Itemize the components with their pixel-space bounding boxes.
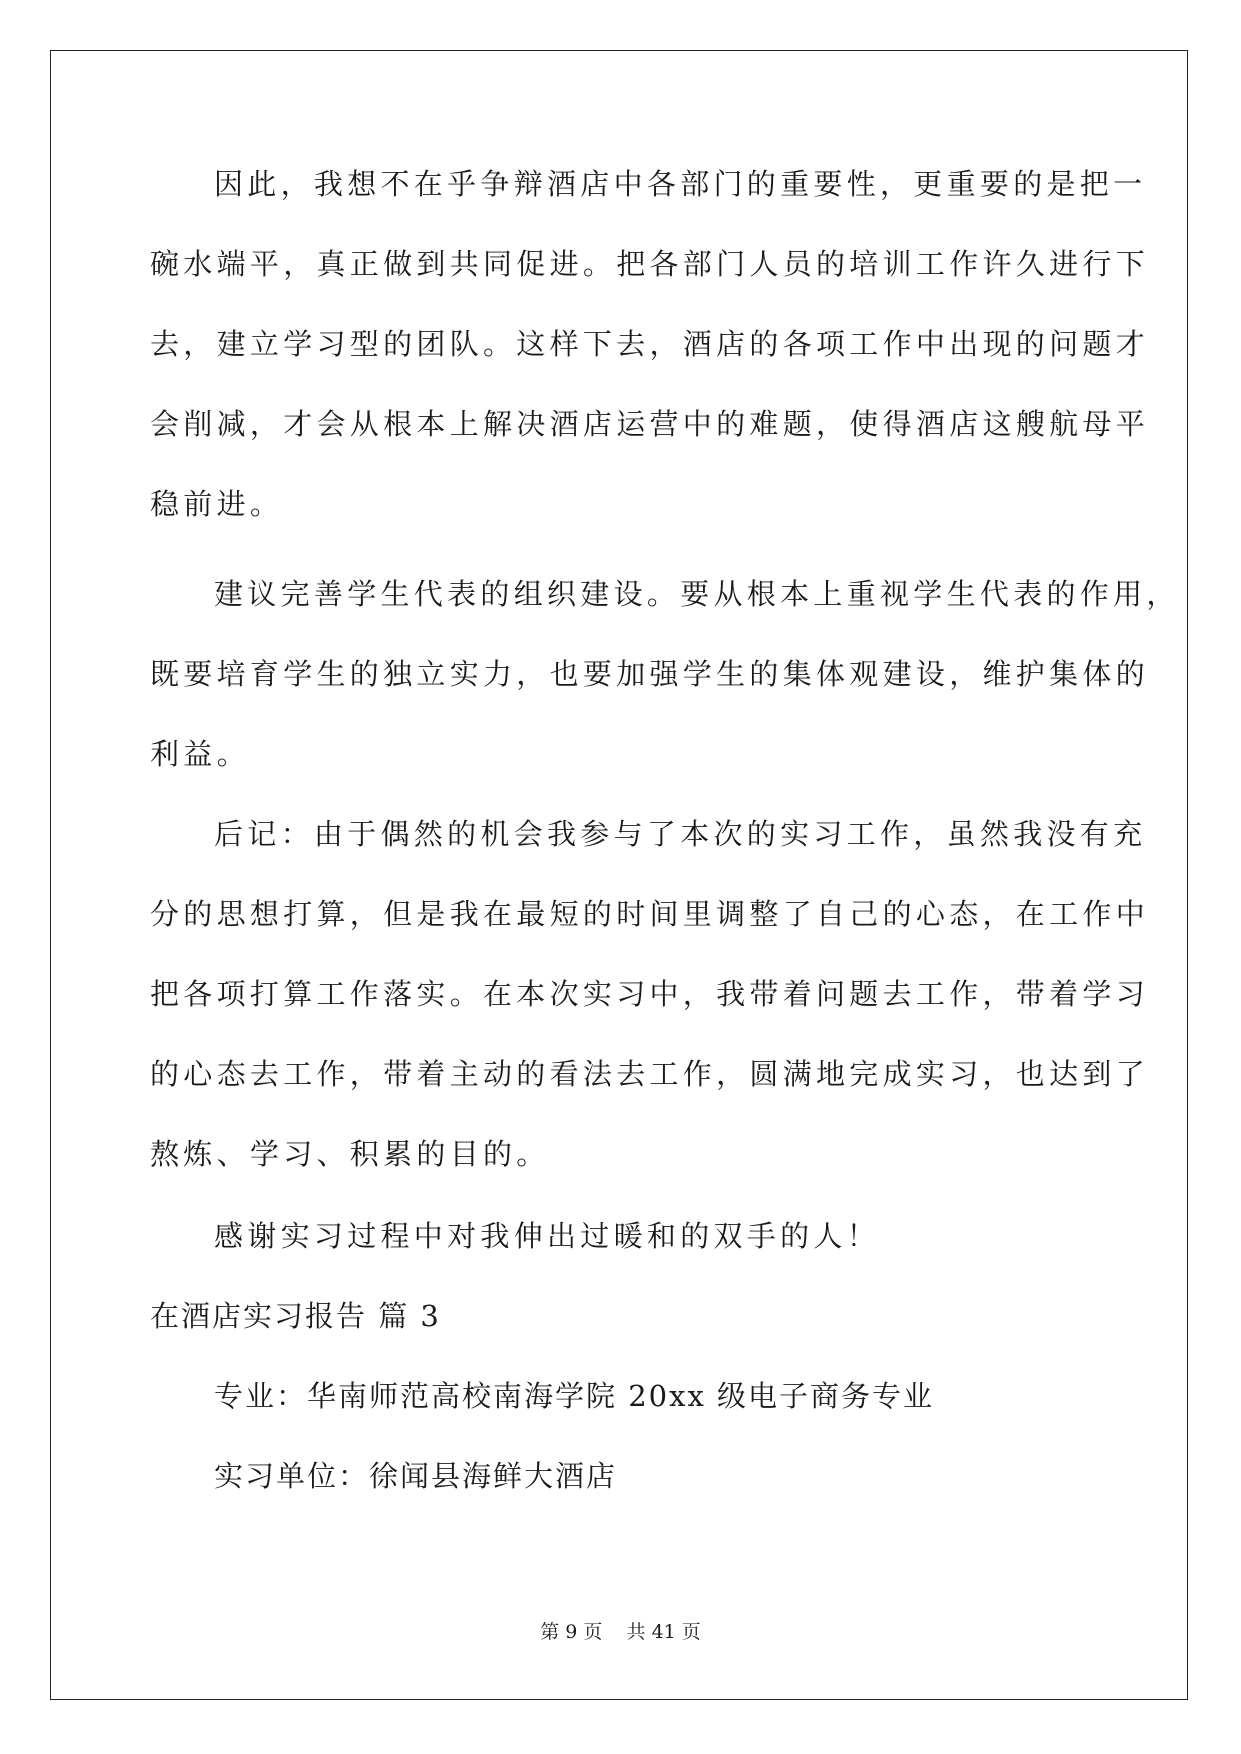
page-number-footer: 第 9 页 共 41 页 xyxy=(540,1621,701,1643)
paragraph-3-line-3: 把各项打算工作落实。在本次实习中，我带着问题去工作，带着学习 xyxy=(150,977,1150,1011)
paragraph-1-line-4: 会削减，才会从根本上解决酒店运营中的难题，使得酒店这艘航母平 xyxy=(150,407,1150,441)
page-frame xyxy=(50,50,1188,1700)
paragraph-2-line-3: 利益。 xyxy=(150,737,250,771)
paragraph-3-line-2: 分的思想打算，但是我在最短的时间里调整了自己的心态，在工作中 xyxy=(150,897,1150,931)
paragraph-1-line-5: 稳前进。 xyxy=(150,487,284,521)
detail-major: 专业：华南师范高校南海学院 20xx 级电子商务专业 xyxy=(214,1379,935,1413)
paragraph-4-line-1: 感谢实习过程中对我伸出过暖和的双手的人！ xyxy=(214,1219,881,1253)
section-heading: 在酒店实习报告 篇 3 xyxy=(150,1299,441,1333)
paragraph-3-line-4: 的心态去工作，带着主动的看法去工作，圆满地完成实习，也达到了 xyxy=(150,1057,1150,1091)
paragraph-1-line-2: 碗水端平，真正做到共同促进。把各部门人员的培训工作许久进行下 xyxy=(150,247,1150,281)
paragraph-2-line-1: 建议完善学生代表的组织建设。要从根本上重视学生代表的作用， xyxy=(214,577,1180,611)
detail-internship-unit: 实习单位：徐闻县海鲜大酒店 xyxy=(214,1459,618,1493)
paragraph-1-line-1: 因此，我想不在乎争辩酒店中各部门的重要性，更重要的是把一 xyxy=(214,167,1147,201)
paragraph-3-line-5: 熬炼、学习、积累的目的。 xyxy=(150,1137,550,1171)
paragraph-2-line-2: 既要培育学生的独立实力，也要加强学生的集体观建设，维护集体的 xyxy=(150,657,1150,691)
paragraph-1-line-3: 去，建立学习型的团队。这样下去，酒店的各项工作中出现的问题才 xyxy=(150,327,1150,361)
paragraph-3-line-1: 后记：由于偶然的机会我参与了本次的实习工作，虽然我没有充 xyxy=(214,817,1147,851)
